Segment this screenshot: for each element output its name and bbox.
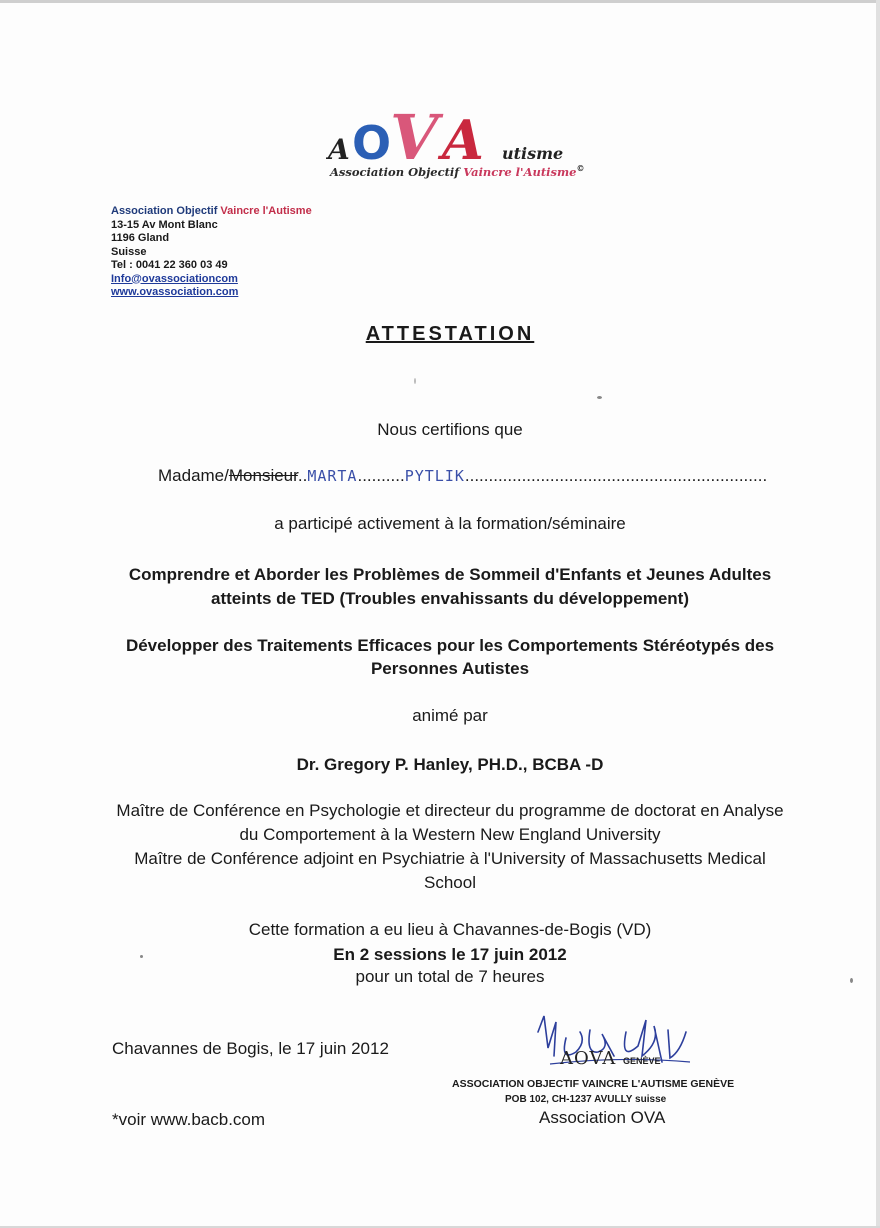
logo-letter-a: A [328,133,350,166]
logo-letter-v: V [390,101,439,166]
dots-1: .. [297,466,308,485]
scan-edge-right [876,0,880,1228]
address-block [111,205,312,300]
scan-edge-top [0,0,880,3]
logo-subtitle-part1: Association Objectif [330,164,464,179]
scan-speck [597,396,602,399]
madame-label: Madame/ [158,466,229,485]
training-location: Cette formation a eu lieu à Chavannes-de-Bogis (VD) [248,920,652,939]
stamp-line1: ASSOCIATION OBJECTIF VAINCRE L'AUTISME GENÈVE [452,1078,735,1090]
certify-text: Nous certifions que [377,420,523,439]
speaker-role-line4: School [424,873,476,892]
telephone: Tel : 0041 22 360 03 49 [111,259,228,271]
training-total-hours: pour un total de 7 heures [355,967,545,986]
recipient-line [158,466,767,486]
training-sessions: En 2 sessions le 17 juin 2012 [333,945,567,964]
recipient-first-name: MARTA [307,467,358,485]
aova-logo-mark [326,96,576,166]
street: 13-15 Av Mont Blanc [111,218,218,231]
stamp-geneve: GENÈVE [622,1056,661,1066]
logo-letter-o: O [352,116,392,166]
speaker-role-line3: Maître de Conférence adjoint en Psychiatrie à l'University of Massachusetts Medical [134,849,766,868]
email-link[interactable]: Info@ovassociationcom [111,272,238,285]
logo-letter-a2: A [442,108,484,166]
org-name-part2: Vaincre l'Autisme [220,205,312,217]
scan-speck [140,955,143,958]
document-title: ATTESTATION [365,323,535,345]
org-name [111,205,312,219]
signatory: Association OVA [539,1108,666,1127]
org-name-part1: Association Objectif [111,205,221,217]
stamp-aova [560,1048,660,1069]
city: 1196 Gland [111,232,170,244]
footnote: *voir www.bacb.com [112,1110,266,1129]
dots-2: .......... [357,466,405,485]
stamp-line2: POB 102, CH-1237 AVULLY suisse [505,1094,667,1105]
course1-title-line1: Comprendre et Aborder les Problèmes de Sommeil d'Enfants et Jeunes Adultes [128,565,772,584]
course2-title-line2: Personnes Autistes [370,659,530,678]
dots-3: ................................................................ [464,466,768,485]
course2-title-line1: Développer des Traitements Efficaces pour les Comportements Stéréotypés des [125,636,775,655]
animated-by: animé par [412,706,488,725]
place-and-date: Chavannes de Bogis, le 17 juin 2012 [112,1039,389,1058]
scan-speck [414,378,416,384]
logo-registered: © [576,163,585,173]
logo-subtitle-part2: Vaincre l'Autisme [463,164,577,179]
speaker-role-line2: du Comportement à la Western New England University [239,825,661,844]
country: Suisse [111,245,147,258]
speaker-role-line1: Maître de Conférence en Psychologie et directeur du programme de doctorat en Analyse [116,801,784,820]
website-link[interactable]: www.ovassociation.com [111,286,239,298]
speaker-name: Dr. Gregory P. Hanley, PH.D., BCBA -D [296,755,604,774]
logo-utisme: utisme [502,144,564,163]
course1-title-line2: atteints de TED (Troubles envahissants du développement) [211,589,689,608]
scan-speck [850,978,853,983]
logo-subtitle [330,163,585,179]
participation-text: a participé activement à la formation/séminaire [274,514,626,533]
monsieur-label: Monsieur [228,466,298,485]
stamp-aova-text: AOVA [560,1048,617,1069]
recipient-last-name: PYTLIK [404,467,465,485]
